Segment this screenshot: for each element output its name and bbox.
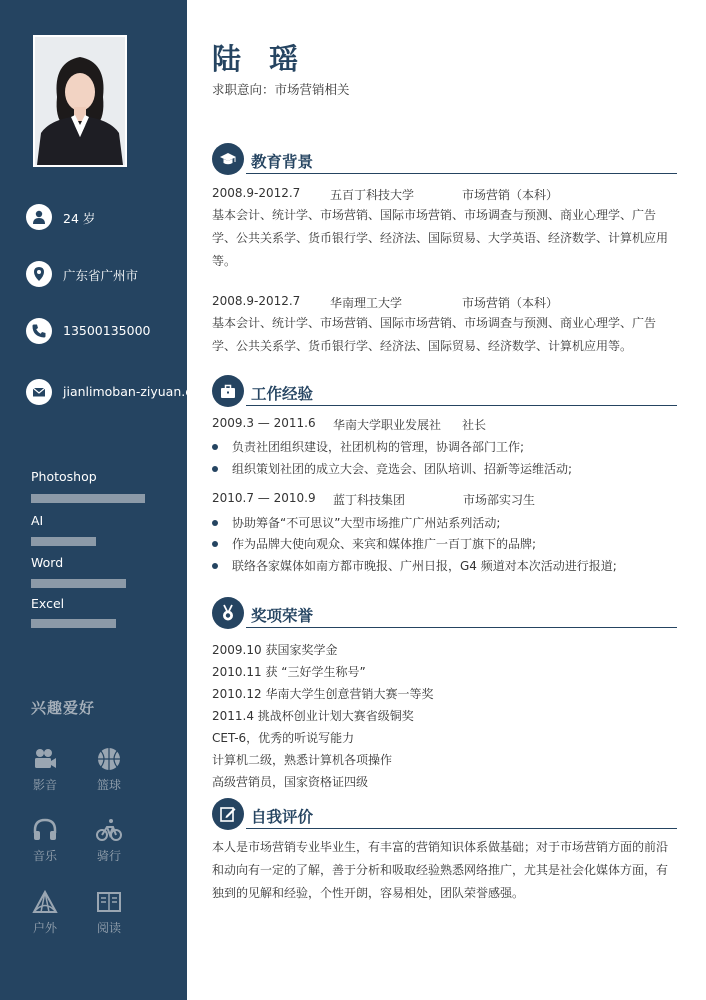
award-item: 2009.10 获国家奖学金 <box>212 643 338 657</box>
work-role: 社长 <box>462 418 487 432</box>
hobbies-title: 兴趣爱好 <box>31 699 96 717</box>
edu-period: 2008.9-2012.7 <box>212 294 301 308</box>
hobby-basketball <box>84 746 134 793</box>
candidate-name: 陆 瑶 <box>212 42 308 76</box>
contact-phone <box>26 318 186 344</box>
award-item: 2010.11 获 “三好学生称号” <box>212 665 366 679</box>
section-divider <box>246 627 677 628</box>
hobby-movies <box>20 746 70 793</box>
skill-bar-ai <box>31 537 96 546</box>
award-item: CET-6，优秀的听说写能力 <box>212 731 355 745</box>
phone-icon <box>26 318 52 344</box>
skill-bar-word <box>31 579 126 588</box>
edu-desc: 基本会计、统计学、市场营销、国际市场营销、市场调查与预测、商业心理学、广告学、公共关系学、货币银行学、经济法、国际贸易、经济数学、计算机应用等。 <box>212 316 657 353</box>
skill-name: AI <box>31 513 44 528</box>
headphones-icon <box>32 817 58 843</box>
work-bullet: 负责社团组织建设，社团机构的管理，协调各部门工作; <box>212 438 524 455</box>
email-icon <box>26 379 52 405</box>
award-item: 2010.12 华南大学生创意营销大赛一等奖 <box>212 687 434 701</box>
job-intent: 求职意向：市场营销相关 <box>212 82 350 97</box>
section-divider <box>246 828 677 829</box>
medal-icon <box>219 604 237 622</box>
work-bullet: 联络各家媒体如南方都市晚报、广州日报，G4 频道对本次活动进行报道; <box>212 557 617 574</box>
edu-school: 五百丁科技大学 <box>330 188 415 202</box>
graduation-cap-icon <box>219 150 237 168</box>
hobby-label: 音乐 <box>32 849 57 863</box>
section-title-awards: 奖项荣誉 <box>251 607 314 625</box>
section-title-work: 工作经验 <box>251 385 314 403</box>
section-icon-self <box>212 798 244 830</box>
camera-icon <box>32 746 58 772</box>
sidebar <box>0 0 212 1000</box>
self-eval-text: 本人是市场营销专业毕业生，有丰富的营销知识体系做基础；对于市场营销方面的前沿和动向有一定的了解，善于分析和吸取经验熟悉网络推广，尤其是社会化媒体方面，有独到的见解和经验，个性开朗，容易相处，团队荣誉感强。 <box>212 840 669 900</box>
section-title-self: 自我评价 <box>251 808 314 826</box>
edu-school: 华南理工大学 <box>330 296 403 310</box>
work-bullet: 作为品牌大使向观众、来宾和媒体推广一百丁旗下的品牌; <box>212 535 536 552</box>
hobby-outdoor <box>20 889 70 936</box>
hobby-cycling <box>84 817 134 864</box>
email-text: jianlimoban-ziyuan.com <box>63 384 212 399</box>
user-icon <box>26 204 52 230</box>
book-icon <box>96 889 122 915</box>
contact-age <box>26 204 186 230</box>
hobby-label: 篮球 <box>96 778 121 792</box>
age-text: 24 岁 <box>63 211 96 226</box>
hobby-label: 骑行 <box>96 849 121 863</box>
hobby-label: 阅读 <box>96 921 121 935</box>
skill-bar-photoshop <box>31 494 145 503</box>
hobby-music <box>20 817 70 864</box>
bicycle-icon <box>96 817 122 843</box>
tent-icon <box>32 889 58 915</box>
basketball-icon <box>96 746 122 772</box>
section-icon-education <box>212 143 244 175</box>
work-bullet: 协助筹备“不可思议”大型市场推广广州站系列活动; <box>212 514 500 531</box>
skill-name: Excel <box>31 596 65 611</box>
contact-location <box>26 261 186 287</box>
section-icon-work <box>212 375 244 407</box>
phone-text: 13500135000 <box>63 323 151 338</box>
work-role: 市场部实习生 <box>463 493 536 507</box>
skill-name: Photoshop <box>31 469 97 484</box>
hobby-label: 影音 <box>32 778 57 792</box>
work-period: 2010.7 — 2010.9 <box>212 491 316 505</box>
section-icon-awards <box>212 597 244 629</box>
work-period: 2009.3 — 2011.6 <box>212 416 316 430</box>
edit-icon <box>219 805 237 823</box>
section-divider <box>246 173 677 174</box>
edu-desc: 基本会计、统计学、市场营销、国际市场营销、市场调查与预测、商业心理学、广告学、公共关系学、货币银行学、经济法、国际贸易、大学英语、经济数学、计算机应用等。 <box>212 208 669 268</box>
edu-period: 2008.9-2012.7 <box>212 186 301 200</box>
award-item: 计算机二级，熟悉计算机各项操作 <box>212 753 393 767</box>
section-title-education: 教育背景 <box>251 153 314 171</box>
hobby-reading <box>84 889 134 936</box>
work-org: 华南大学职业发展社 <box>333 418 442 432</box>
section-divider <box>246 405 677 406</box>
location-text: 广东省广州市 <box>63 268 139 283</box>
location-pin-icon <box>26 261 52 287</box>
edu-major: 市场营销（本科） <box>462 188 559 202</box>
award-item: 高级营销员，国家资格证四级 <box>212 775 369 789</box>
skill-name: Word <box>31 555 64 570</box>
hobby-label: 户外 <box>32 921 57 935</box>
briefcase-icon <box>219 382 237 400</box>
award-item: 2011.4 挑战杯创业计划大赛省级铜奖 <box>212 709 414 723</box>
work-bullet: 组织策划社团的成立大会、竞选会、团队培训、招新等运维活动; <box>212 460 572 477</box>
contact-email <box>26 379 212 405</box>
edu-major: 市场营销（本科） <box>462 296 559 310</box>
skill-bar-excel <box>31 619 116 628</box>
work-org: 蓝丁科技集团 <box>333 493 406 507</box>
profile-photo <box>33 35 127 167</box>
